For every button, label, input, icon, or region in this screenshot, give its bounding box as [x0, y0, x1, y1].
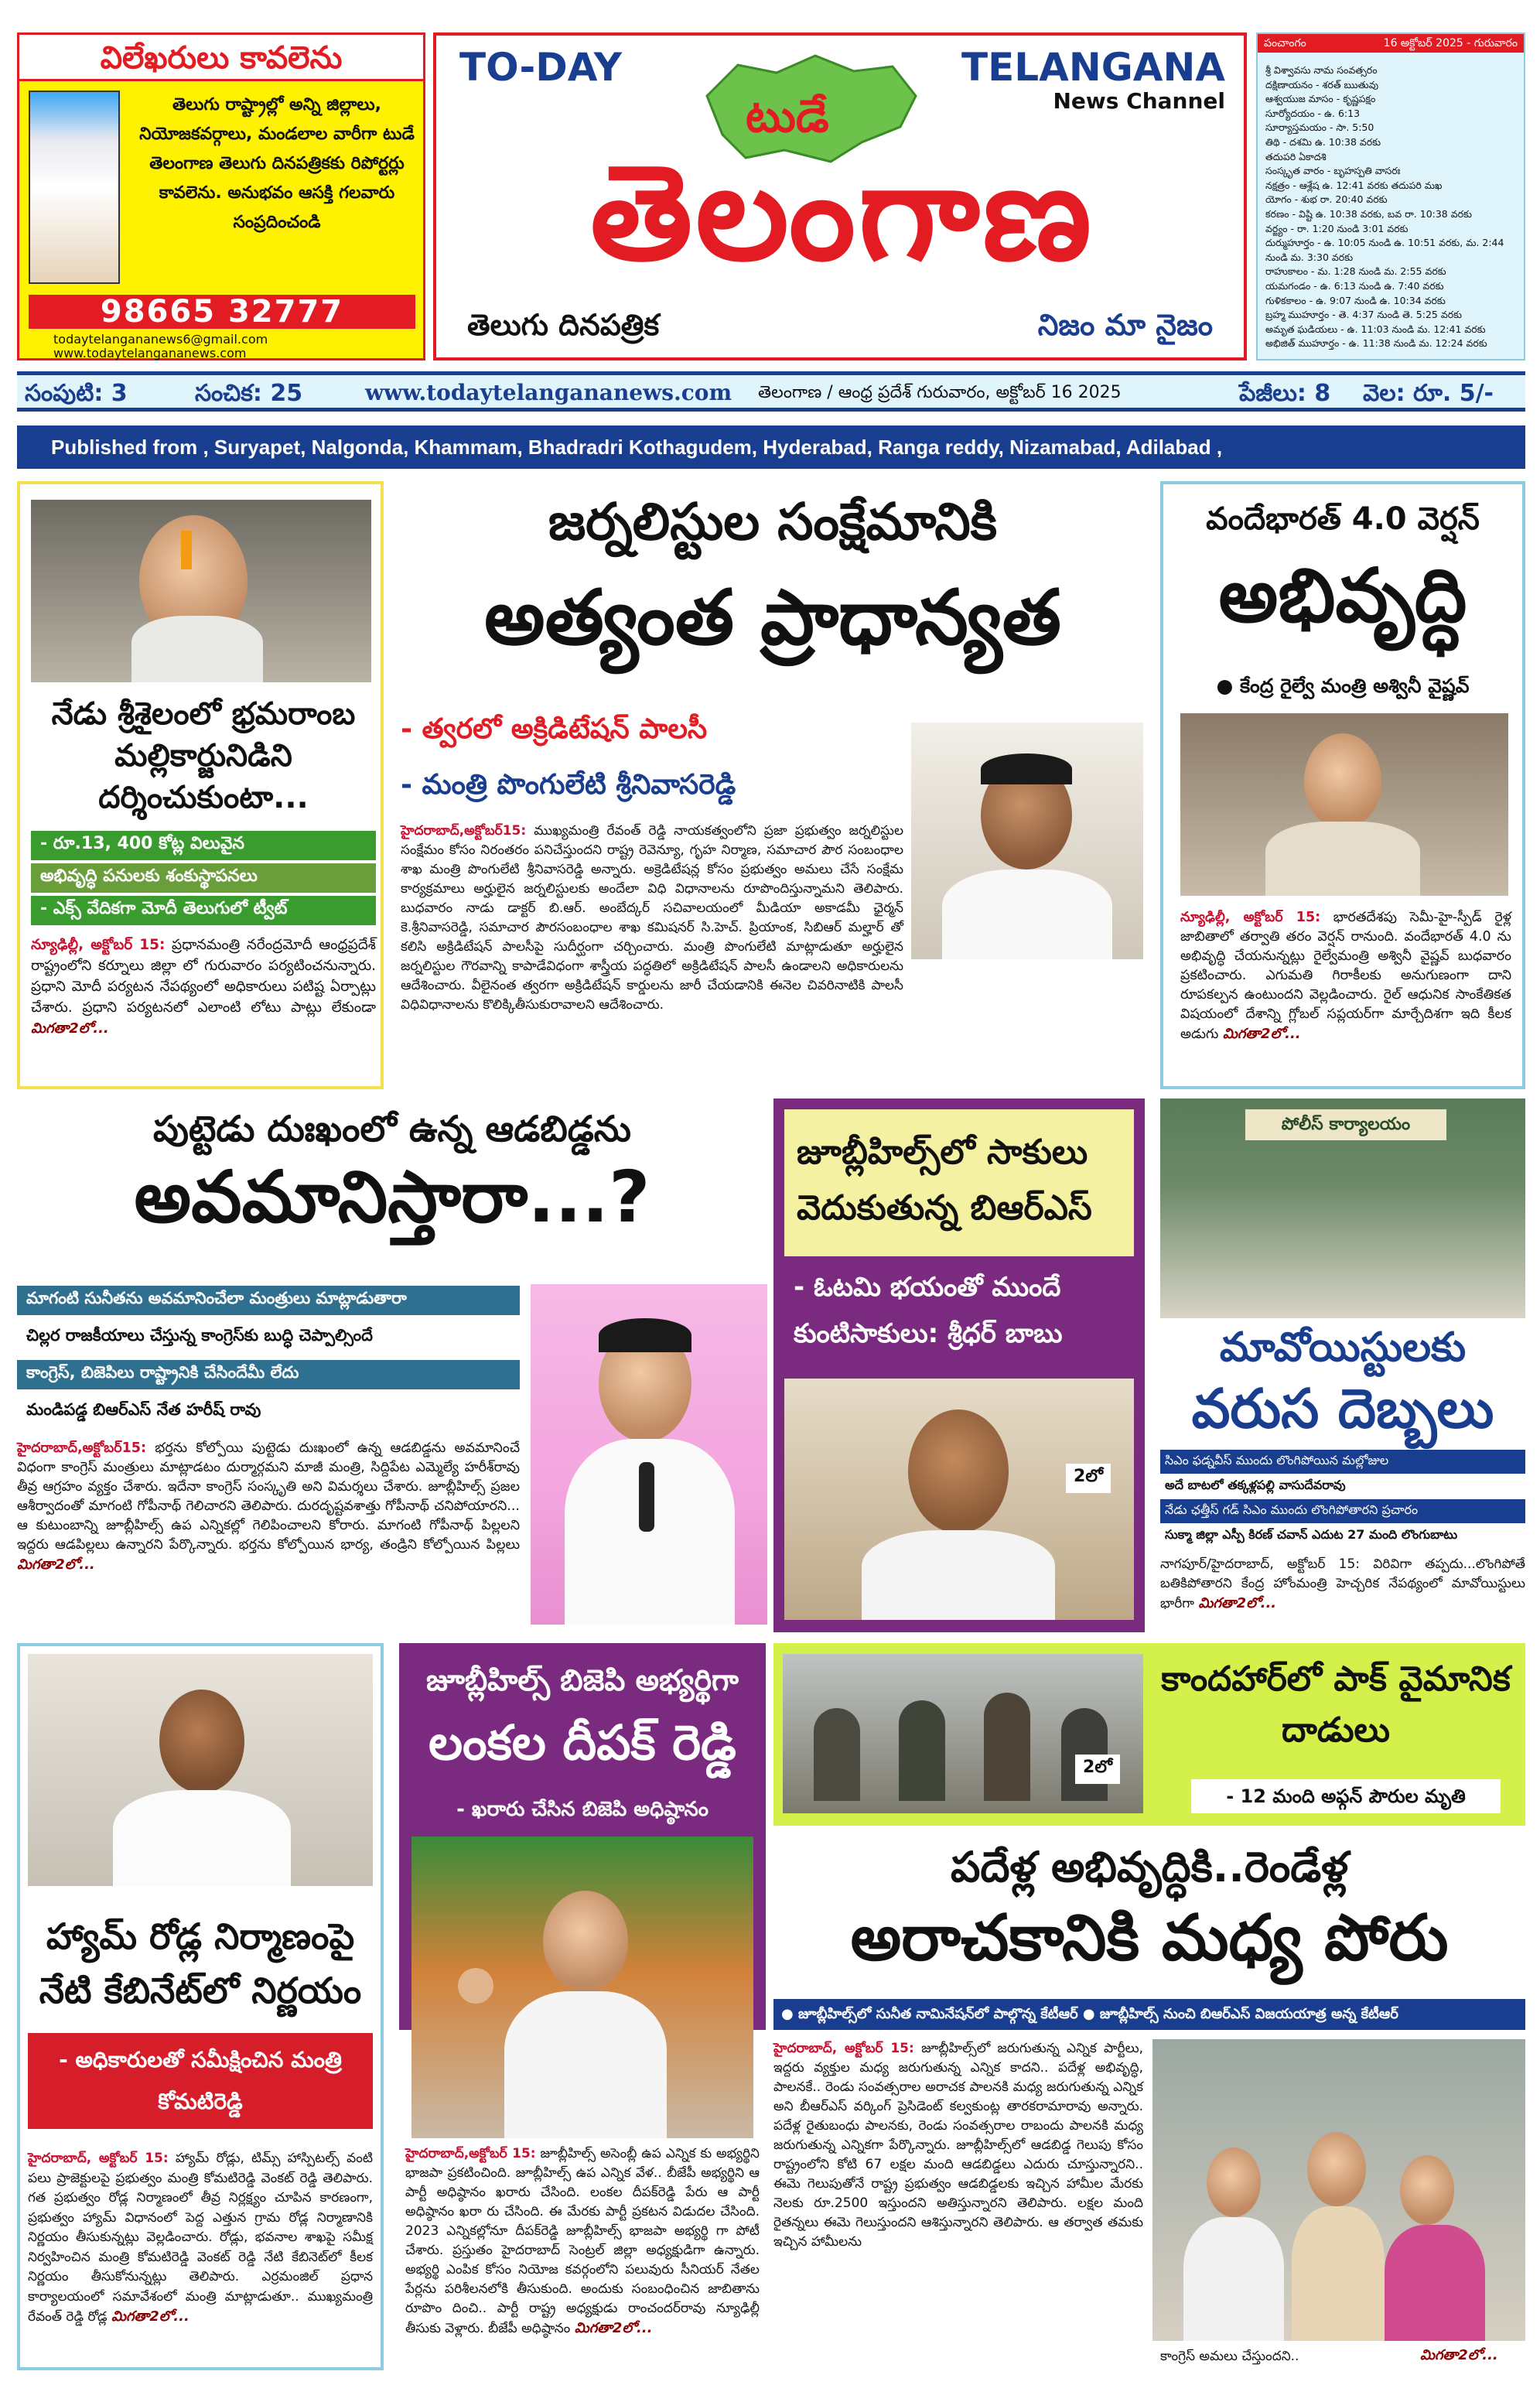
modi-dateline: న్యూఢిల్లీ, అక్టోబర్ 15: [31, 937, 166, 953]
panchangam-line: యమగండం - ఉ. 6:13 నుండి ఉ. 7:40 వరకు [1265, 279, 1444, 292]
kandahar-photo [783, 1654, 1143, 1813]
panchangam-line: తదుపరి ఏకాదశి [1265, 150, 1327, 162]
modi-more-link[interactable]: మిగతా2లో... [31, 1020, 109, 1037]
vande-byline: ● కేంద్ర రైల్వే మంత్రి అశ్వినీ వైష్ణవ్ [1216, 675, 1470, 697]
maoist-line-1: సిఎం ఫడ్నవీస్ ముందు లొంగిపోయిన మల్లోజుల [1160, 1450, 1525, 1474]
volume: సంపుటి: 3 [25, 380, 128, 407]
maoist-body-text: విరివిగా తప్పదు...లొంగిపోతే బతికిపోతారని కేంద్ర హోంమంత్రి హెచ్చరిక నేపథ్యంలో మావోయిస్టులు భారీగా [1160, 1556, 1525, 1611]
ktr-body-2: కాంగ్రెస్ అమలు చేస్తుందని.. [1160, 2349, 1299, 2364]
deepak-headline-main: లంకల దీపక్ రెడ్డి [429, 1714, 736, 1771]
issue-date: తెలంగాణ / ఆంధ్ర ప్రదేశ్ గురువారం, అక్టోబర్ 16 2025 [758, 383, 1122, 402]
harish-bar-2: చిల్లర రాజకీయాలు చేస్తున్న కాంగ్రెస్‌కు బుద్ధి చెప్పాల్సిందే [17, 1323, 520, 1352]
recruit-ad-text: తెలుగు రాష్ట్రాల్లో అన్ని జిల్లాలు, నియోజకవర్గాలు, మండలాల వారీగా టుడే తెలంగాణ తెలుగు దినపత్రికకు రిపోర్టర్లు కావలెను. అనుభవం ఆసక్తి గలవారు సంప్రదించండి [139, 95, 415, 232]
vande-story [1160, 481, 1525, 1089]
vaishnaw-photo [1180, 713, 1508, 896]
vande-body [1180, 908, 1511, 1044]
ham-more-link[interactable]: మిగతా2లో... [111, 2308, 190, 2325]
masthead-logo: తెలంగాణ [590, 137, 1094, 290]
lead-headline-main: అత్యంత ప్రాధాన్యత [484, 574, 1061, 662]
deepak-story [399, 1643, 766, 2370]
modi-bullet-1: - రూ.13, 400 కోట్ల విలువైన [31, 831, 376, 860]
issue: సంచిక: 25 [195, 380, 303, 407]
deepak-body [405, 2144, 760, 2339]
ham-dateline: హైదరాబాద్, అక్టోబర్ 15: [28, 2151, 169, 2166]
panchangam-line: దుర్ముహూర్తం - ఉ. 10:05 నుండి ఉ. 10:51 వరకు, మ. 2:44 నుండి మ. 3:30 వరకు [1265, 237, 1504, 263]
ham-sub: - అధికారులతో సమీక్షించిన మంత్రి కోమటిరెడ్డి [28, 2033, 373, 2129]
panchangam-label: పంచాంగం [1264, 37, 1306, 50]
maoist-line-3: నేడు ఛత్తీస్ గడ్ సిఎం ముందు లొంగిపోతారని ప్రచారం [1160, 1499, 1525, 1523]
panchangam-date: 16 అక్టోబర్ 2025 - గురువారం [1383, 37, 1518, 50]
ktr-photo [1152, 2039, 1525, 2341]
lead-story [393, 481, 1152, 1089]
ktr-bar: ● జూబ్లీహిల్స్‌లో సునీత నామినేషన్‌లో పాల్గొన్న కేటీఆర్ ● జూబ్లీహిల్స్ నుంచి బిఆర్ఎస్ విజయయాత్ర అన్న కేటీఆర్ [773, 1999, 1525, 2030]
lead-body-text: ముఖ్యమంత్రి రేవంత్ రెడ్డి నాయకత్వంలోని ప్రజా ప్రభుత్వం జర్నలిస్టుల సంక్షేమం కోసం నిరంతరం పనిచేస్తుందని రాష్ట్ర రెవెన్యూ, గృహ నిర్మాణ, సమాచార పౌర సంబంధాల శాఖ మంత్రి పొంగులేటి శ్రీనివాసరెడ్డి అన్నారు. అక్రెడిటేషన్ల కోసం ప్రభుత్వం అమలు చేసే సంక్షేమ కార్యక్రమాలు అర్హులైన జర్నలిస్టులకు అందేలా విధి విధానాలను రూపొందిస్తున్నామని తెలిపారు. బుధవారం నాడు డాక్టర్ బి.ఆర్. అంబేద్కర్ సచివాలయంలో మీడియా అకాడమీ ఛైర్మన్ కె.శ్రీనివాసరెడ్డి, సమాచార పౌరసంబంధాల శాఖ కమిషనర్ సి.హెచ్. ప్రియాంక, సిబిఆర్ మల్హార్ తో కలిసి అక్రిడిటేషన్ పాలసీపై సుదీర్ఘంగా చర్చించారు. మంత్రి పొంగులేటి మాట్లాడుతూ అర్హులైన జర్నలిస్టుల గౌరవాన్ని కాపాడేవిధంగా శాస్త్రీయ పద్ధతిలో అక్రిడిటేషన్ పాలసీ ఉండాలని అధికారులను ఆదేశించారు. వీలైనంత త్వరగా అక్రిడిటేషన్ కార్డులను జారీ చేయడానికి ఈనెల చివరినాటికి పాలసీ విధివిధానాలను కొలిక్కితీసుకురావాలని ఆదేశించారు. [401, 823, 903, 1013]
recruit-ad-phone: 98665 32777 [29, 295, 415, 329]
maoist-dateline: నాగపూర్/హైదరాబాద్, అక్టోబర్ 15: [1160, 1556, 1361, 1572]
maoist-headline-top: మావోయిస్టులకు [1219, 1324, 1467, 1371]
vande-headline-top: వందేభారత్ 4.0 వెర్షన్ [1206, 501, 1480, 537]
masthead [433, 32, 1247, 360]
harish-bar-1: మాగంటి సునీతను అవమానించేలా మంత్రులు మాట్లాడుతారా [17, 1286, 520, 1315]
jubilee-sub: - ఓటమి భయంతో ముందే కుంటిసాకులు: శ్రీధర్ బాబు [794, 1272, 1063, 1349]
panchangam-line: సూర్యాస్తమయం - సా. 5:50 [1265, 121, 1374, 134]
lead-body [401, 822, 903, 1015]
panchangam-line: దక్షిణాయనం - శరత్ ఋతువు [1265, 78, 1379, 91]
ktr-headline-main: అరాచకానికి మధ్య పోరు [850, 1902, 1449, 1975]
masthead-tagline-left: తెలుగు దినపత్రిక [467, 308, 660, 342]
recruit-ad-email: todaytelangananews6@gmail.com [53, 332, 268, 347]
harish-dateline: హైదరాబాద్,అక్టోబర్15: [17, 1440, 146, 1456]
kandahar-story [773, 1643, 1525, 1826]
jubilee-story [773, 1099, 1145, 1632]
ktr-body-text: జూబ్లీహిల్స్‌లో జరుగుతున్న ఎన్నిక పార్టీలు, ఇద్దరు వ్యక్తుల మధ్య జరుగుతున్న ఎన్నిక కాదని.. పదేళ్ల అభివృద్ధి, పాలనకే.. రెండు సంవత్సరాల అరాచక పాలనకి మధ్య జరుగుతున్న ఎన్నిక అని బీఆర్ఎస్ వర్కింగ్ ప్రెసిడెంట్ కల్వకుంట్ల తారకరామారావు అన్నారు. పదేళ్ల రైతుబంధు పాలనకు, రెండు సంవత్సరాల రాబందు పాలనకి మధ్య జరుగుతున్న ఎన్నికగా పేర్కొన్నారు. జూబ్లీహిల్స్‌లో ఆడబిడ్డ గెలుపు కోసం రాష్ట్రంలోని కోటి 67 లక్షల మంది ఆడబిడ్డలు ఎదురు చూస్తున్నారని.. ఈమె గెలుపుతోనే రాష్ట్ర ప్రభుత్వం ఆడబిడ్డలకు ఇచ్చిన హామీల మేరకు నెలకు రూ.2500 ఇస్తుందని అతిస్తున్నారని తెలిపారు. లక్షల మంది రైతన్నలు ఈమె గెలుస్తుందని ఆశిస్తున్నారని తెలిపారు. ఆ తర్వాత తమకు ఇచ్చిన హామీలను [773, 2041, 1143, 2250]
maoist-photo-banner: పోలీస్ కార్యాలయం [1245, 1109, 1446, 1140]
harish-bar-3: కాంగ్రెస్, బిజెపిలు రాష్ట్రానికి చేసిందేమీ లేదు [17, 1360, 520, 1389]
harish-photo [531, 1284, 767, 1625]
lead-headline-top: జర్నలిస్టుల సంక్షేమానికి [548, 492, 998, 552]
lead-sub-1: - త్వరలో అక్రిడిటేషన్ పాలసీ [401, 713, 708, 745]
deepak-photo [411, 1837, 753, 2138]
panchangam-line: శ్రీ విశ్వావసు నామ సంవత్సరం [1265, 64, 1378, 76]
deepak-dateline: హైదరాబాద్,అక్టోబర్ 15: [405, 2146, 536, 2161]
maoist-photo [1160, 1099, 1525, 1318]
panchangam-line: బ్రహ్మ ముహూర్తం - తె. 4:37 నుండి తె. 5:25 వరకు [1265, 309, 1462, 321]
panchangam-line: నక్షత్రం - ఆశ్లేష ఉ. 12:41 వరకు తదుపరి మఖ [1265, 179, 1443, 191]
komatireddy-photo [28, 1654, 373, 1886]
deepak-sub: - ఖరారు చేసిన బిజెపి అధిష్ఠానం [456, 1798, 709, 1821]
panchangam-line: తిథి - దశమి ఉ. 10:38 వరకు [1265, 135, 1381, 148]
published-bar: Published from , Suryapet, Nalgonda, Khammam, Bhadradri Kothagudem, Hyderabad, Ranga reddy, Nizamabad, Adilabad , [17, 425, 1525, 469]
panchangam-line: వర్జ్యం - రా. 1:20 నుండి 3:01 వరకు [1265, 222, 1409, 234]
maoist-line-4: సుక్మా జిల్లా ఎస్పీ కిరణ్ చవాన్ ఎదుట 27 మంది లొంగుబాటు [1160, 1524, 1525, 1548]
ktr-headline-top: పదేళ్ల అభివృద్ధికి..రెండేళ్ల [950, 1843, 1349, 1891]
jubilee-headline: జూబ్లీహిల్స్‌లో సాకులు వెదుకుతున్న బిఆర్ఎస్ [784, 1109, 1134, 1256]
modi-headline: నేడు శ్రీశైలంలో భ్రమరాంబ మల్లికార్జునిడిని దర్శించుకుంటా... [51, 696, 356, 815]
panchangam-line: కరణం - విష్టి ఉ. 10:38 వరకు, బవ రా. 10:38 వరకు [1265, 207, 1472, 220]
maoist-line-2: అదే బాటలో తక్కళ్లపల్లి వాసుదేవరావు [1160, 1474, 1525, 1498]
sridharbabu-photo [784, 1379, 1134, 1620]
ktr-body [773, 2039, 1143, 2252]
harish-headline-top: పుట్టెడు దుఃఖంలో ఉన్న ఆడబిడ్డను [153, 1108, 631, 1150]
panchangam-line: అమృత ఘడియలు - ఉ. 11:03 నుండి మ. 12:41 వరకు [1265, 323, 1486, 335]
modi-photo [31, 500, 371, 682]
maoist-headline-main: వరుస దెబ్బలు [1191, 1377, 1494, 1440]
ktr-story [773, 1835, 1525, 2370]
masthead-right-en: TELANGANA [961, 45, 1225, 90]
lead-sub-2: - మంత్రి పొంగులేటి శ్రీనివాసరెడ్డి [401, 769, 736, 801]
ham-body-text: హ్యామ్ రోడ్లు, టిమ్స్ హాస్పిటల్స్ వంటి పలు ప్రాజెక్టులపై ప్రభుత్వం మంత్రి కోమటిరెడ్డి వెంకట్ రెడ్డి తెలిపారు. గత ప్రభుత్వం రోడ్ల నిర్మాణంలో తీవ్ర నిర్లక్ష్యం చూపిన కారణంగా, ప్రభుత్వం హ్యామ్ విధానంలో పెద్ద ఎత్తున గ్రామ రోడ్ల నిర్మాణానికి నిర్ణయం తీసుకున్నట్లు వెల్లడించారు. రోడ్లు, భవనాల శాఖపై సమీక్ష నిర్వహించిన మంత్రి కోమటిరెడ్డి వెంకట్ రెడ్డి నేటి కేబినెట్‌లో కీలక నిర్ణయం తీసుకోనున్నట్లు తెలిపారు. ఎర్రమంజిల్ ప్రధాన కార్యాలయంలో సమావేశంలో మంత్రి మాట్లాడుతూ.. ముఖ్యమంత్రి రేవంత్ రెడ్డి రోడ్ల [28, 2151, 374, 2325]
panchangam-line: అభిజిత్ ముహూర్తం - ఉ. 11:38 నుండి మ. 12:24 వరకు [1265, 337, 1487, 350]
harish-bar-4: మండిపడ్డ బిఆర్ఎస్ నేత హరీష్ రావు [17, 1397, 520, 1427]
ktr-dateline: హైదరాబాద్, అక్టోబర్ 15: [773, 2041, 914, 2056]
price: వెల: రూ. 5/- [1363, 380, 1494, 407]
vande-headline-main: అభివృద్ధి [1218, 552, 1467, 639]
website-link[interactable]: www.todaytelangananews.com [365, 380, 732, 405]
panchangam-line: గుళికకాలం - ఉ. 9:07 నుండి ఉ. 10:34 వరకు [1265, 294, 1446, 306]
ham-body [28, 2149, 373, 2328]
recruit-ad-website: www.todaytelangananews.com [53, 346, 247, 360]
kandahar-headline: కాందహార్‌లో పాక్ వైమానిక దాడులు [1161, 1659, 1511, 1750]
lead-dateline: హైదరాబాద్,అక్టోబర్15: [401, 823, 527, 839]
panchangam-header [1258, 34, 1524, 53]
vande-body-text: భారతదేశపు సెమీ-హై-స్పీడ్ రైళ్ల జాబితాలో తర్వాతి తరం వెర్షన్ రానుంది. వందేభారత్ 4.0 ను అభివృద్ధి చేయనున్నట్లు రైల్వేమంత్రి అశ్వినీ వైష్ణవ్ బుధవారం ప్రకటించారు. ఎగుమతి గిరాకీలకు అనుగుణంగా దాని రూపకల్పన ఉంటుందని వెల్లడించారు. రైల్ ఆధునిక సాంకేతికత విషయంలో దేశాన్ని గ్లోబల్ సప్లయర్‌గా మార్చేదిశగా ఇది కీలక అడుగు [1180, 910, 1511, 1042]
maoist-story [1160, 1099, 1525, 1632]
modi-bullet-3: - ఎక్స్ వేదికగా మోదీ తెలుగులో ట్వీట్ [31, 896, 376, 925]
panchangam-line: సంస్కృత వారం - బృహస్పతి వాసరః [1265, 165, 1401, 177]
modi-body [31, 935, 376, 1039]
recruit-ad-title: విలేఖరులు కావలెను [19, 35, 423, 81]
maoist-body [1160, 1555, 1525, 1614]
page-count: పేజీలు: 8 [1239, 380, 1331, 407]
kandahar-page-tag: 2లో [1075, 1755, 1120, 1784]
harish-body-text: భర్తను కోల్పోయి పుట్టెడు దుఃఖంలో ఉన్న ఆడబిడ్డను అవమానించే విధంగా కాంగ్రెస్ మంత్రులు మాట్లాడటం దుర్మార్గమని మాజీ మంత్రి, సిద్దిపేట ఎమ్మెల్యే హరీశ్‌రావు తీవ్ర ఆగ్రహం వ్యక్తం చేశారు. ఇదేనా కాంగ్రెస్ సంస్కృతి అని విమర్శలు చేశారు. జూబ్లీహిల్స్ ప్రజల ఆశీర్వాదంతో మాగంటి గోపీనాథ్ గెలిచారని తెలిపారు. దురదృష్టవశాత్తు గోపీనాథ్ చనిపోయారని... ఆ కుటుంబాన్ని జూబ్లీహిల్స్ ఉప ఎన్నికల్లో గెలిపించాలని కోరారు. మాగంటి గోపీనాథ్ పిల్లలని ఇద్దరు ఆడపిల్లలు ఉన్నారని పేర్కొన్నారు. భర్తను కోల్పోయిన భార్య, తండ్రిని కోల్పోయిన పిల్లలు [17, 1440, 520, 1553]
vande-dateline: న్యూఢిల్లీ, అక్టోబర్ 15: [1180, 910, 1321, 925]
ham-story [17, 1643, 384, 2370]
jubilee-page-tag: 2లో [1066, 1464, 1111, 1493]
kandahar-sub: - 12 మంది అఫ్గన్ పౌరుల మృతి [1191, 1779, 1501, 1813]
harish-body [17, 1439, 520, 1575]
masthead-small-logo: టుడే [746, 90, 829, 142]
panchangam-line: రాహుకాలం - మ. 1:28 నుండి మ. 2:55 వరకు [1265, 265, 1446, 278]
info-bar [17, 371, 1525, 412]
modi-story [17, 481, 384, 1089]
maoist-more-link[interactable]: మిగతా2లో... [1198, 1595, 1277, 1611]
panchangam-line: ఆశ్వయుజ మాసం - కృష్ణపక్షం [1265, 93, 1376, 105]
ktr-more-link[interactable]: మిగతా2లో... [1420, 2347, 1498, 2363]
deepak-more-link[interactable]: మిగతా2లో... [574, 2320, 653, 2336]
vande-more-link[interactable]: మిగతా2లో... [1222, 1026, 1301, 1042]
panchangam-lines [1265, 63, 1521, 351]
modi-body-text: ప్రధానమంత్రి నరేంద్రమోదీ ఆంధ్రప్రదేశ్ రాష్ట్రంలోని కర్నూలు జిల్లా లో గురువారం పర్యటించనున్నారు. ప్రధాని మోదీ పర్యటన నేపథ్యంలో అధికారులు పటిష్ట ఏర్పాట్లు చేశారు. ప్రధాని పర్యటనలో ఎలాంటి లోటు పాట్లు లేకుండా [31, 937, 376, 1016]
ham-headline: హ్యామ్ రోడ్ల నిర్మాణంపై నేటి కేబినేట్‌లో నిర్ణయం [39, 1915, 362, 2011]
deepak-headline-top: జూబ్లీహిల్స్ బిజెపి అభ్యర్థిగా [425, 1663, 739, 1697]
deepak-body-text: జూబ్లీహిల్స్ అసెంబ్లీ ఉప ఎన్నిక కు అభ్యర్థిని భాజపా ప్రకటించింది. జూబ్లీహిల్స్ ఉప ఎన్నిక వేళ.. బీజేపీ అభ్యర్థిని ఆ పార్టీ అధిష్ఠానం ఖరారు చేసింది. లంకల దీపక్‌రెడ్డి పేరు ఆ పార్టీ అధిష్ఠానం ఖరా రు చేసింది. ఈ మేరకు పార్టీ ప్రకటన విడుదల చేసింది. 2023 ఎన్నికల్లోనూ దీపక్‌రెడ్డి జూబ్లీహిల్స్ భాజపా అభ్యర్థి గా పోటీ చేశారు. ప్రస్తుతం హైదరాబాద్ సెంట్రల్ జిల్లా అధ్యక్షుడిగా ఉన్నారు. అభ్యర్థి ఎంపిక కోసం నియోజ కవర్గంలోని పలువురు సీనియర్ నేతల పేర్లను పరిశీలనలోకి తీసుకుంది. అందుకు సంబంధించిన జాబితాను రూపొం దించి.. పార్టీ రాష్ట్ర అధ్యక్షుడు రాంచందర్‌రావు న్యూఢిల్లీ తీసుకు వెళ్లారు. బీజేపీ అధిష్ఠానం [405, 2146, 760, 2336]
masthead-left-en: TO-DAY [459, 45, 622, 90]
newspaper-thumbnail [29, 91, 120, 284]
masthead-channel: News Channel [1053, 88, 1225, 114]
recruit-ad [17, 32, 425, 360]
harish-story [17, 1099, 767, 1632]
panchangam-line: సూర్యోదయం - ఉ. 6:13 [1265, 107, 1361, 119]
harish-headline-main: అవమానిస్తారా...? [134, 1156, 650, 1239]
ponguleti-photo [911, 723, 1143, 959]
harish-more-link[interactable]: మిగతా2లో... [17, 1556, 95, 1573]
panchangam [1256, 32, 1525, 360]
modi-bullet-2: అభివృద్ధి పనులకు శంకుస్థాపనలు [31, 863, 376, 893]
panchangam-line: యోగం - శుభ రా. 20:40 వరకు [1265, 193, 1388, 206]
masthead-tagline-right: నిజం మా నైజం [1037, 308, 1213, 342]
